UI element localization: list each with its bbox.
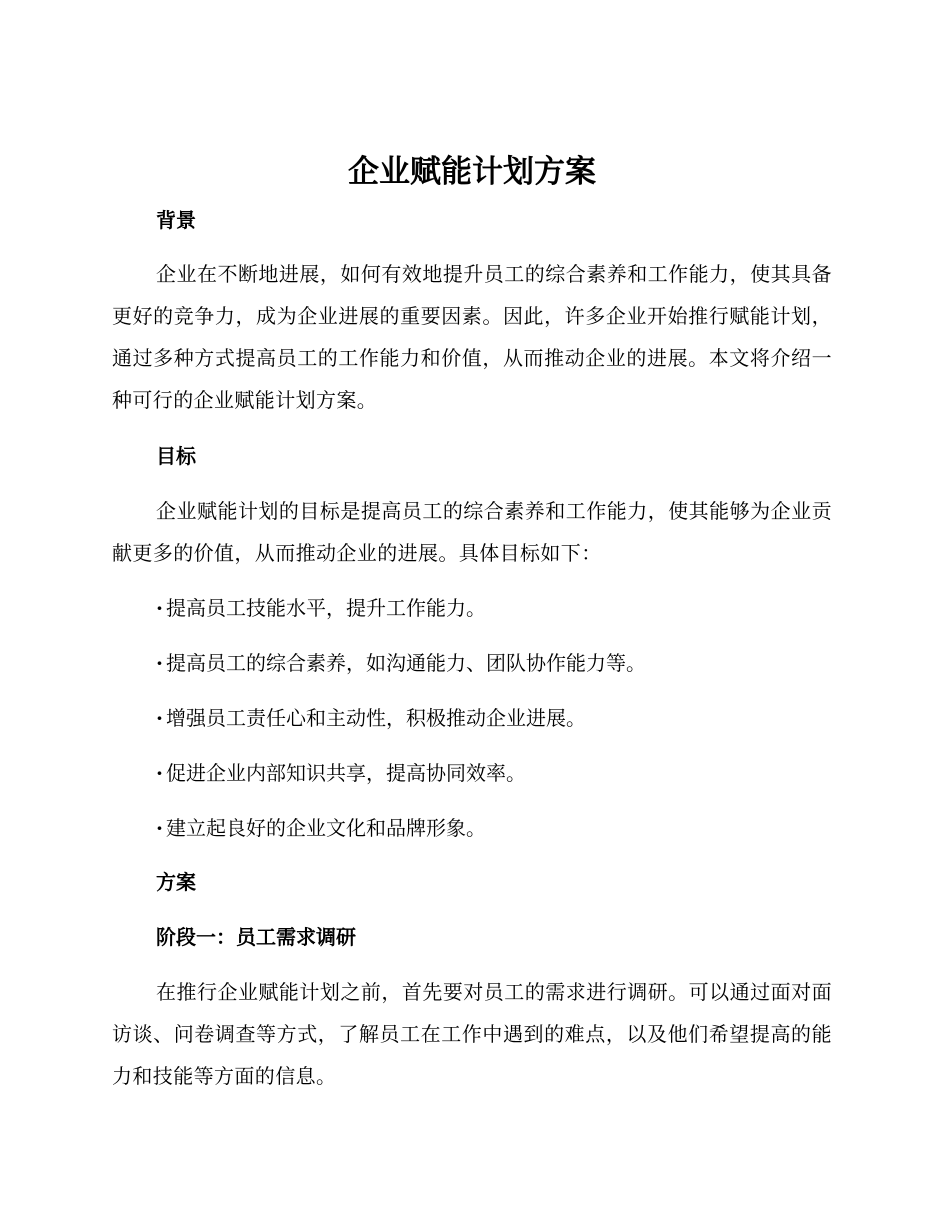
phase1-paragraph: 在推行企业赋能计划之前，首先要对员工的需求进行调研。可以通过面对面访谈、问卷调查等方式，了解员工在工作中遇到的难点，以及他们希望提高的能力和技能等方面的信息。	[112, 980, 832, 1088]
goals-paragraph: 企业赋能计划的目标是提高员工的综合素养和工作能力，使其能够为企业贡献更多的价值，从而推动企业的进展。具体目标如下：	[112, 499, 832, 565]
document-title: 企业赋能计划方案	[348, 154, 596, 190]
goal-item-text: 提高员工技能水平，提升工作能力。	[166, 596, 486, 620]
goal-item-text: 建立起良好的企业文化和品牌形象。	[166, 816, 486, 840]
goal-item-text: 促进企业内部知识共享，提高协同效率。	[166, 761, 526, 785]
goal-item-text: 提高员工的综合素养，如沟通能力、团队协作能力等。	[166, 651, 646, 675]
bullet-icon: ·	[156, 816, 163, 840]
goal-list-item	[156, 648, 646, 678]
goal-list-item	[156, 593, 486, 623]
goal-item-text: 增强员工责任心和主动性，积极推动企业进展。	[166, 706, 586, 730]
section-heading-goals: 目标	[156, 444, 196, 468]
bullet-icon: ·	[156, 651, 163, 675]
section-heading-plan: 方案	[156, 870, 196, 894]
background-paragraph: 企业在不断地进展，如何有效地提升员工的综合素养和工作能力，使其具备更好的竞争力，成为企业进展的重要因素。因此，许多企业开始推行赋能计划，通过多种方式提高员工的工作能力和价值，从而推动企业的进展。本文将介绍一种可行的企业赋能计划方案。	[112, 262, 832, 412]
bullet-icon: ·	[156, 706, 163, 730]
section-heading-background: 背景	[156, 208, 196, 232]
bullet-icon: ·	[156, 761, 163, 785]
bullet-icon: ·	[156, 596, 163, 620]
phase1-heading: 阶段一：员工需求调研	[156, 925, 356, 949]
goal-list-item	[156, 758, 526, 788]
goal-list-item	[156, 813, 486, 843]
goal-list-item	[156, 703, 586, 733]
